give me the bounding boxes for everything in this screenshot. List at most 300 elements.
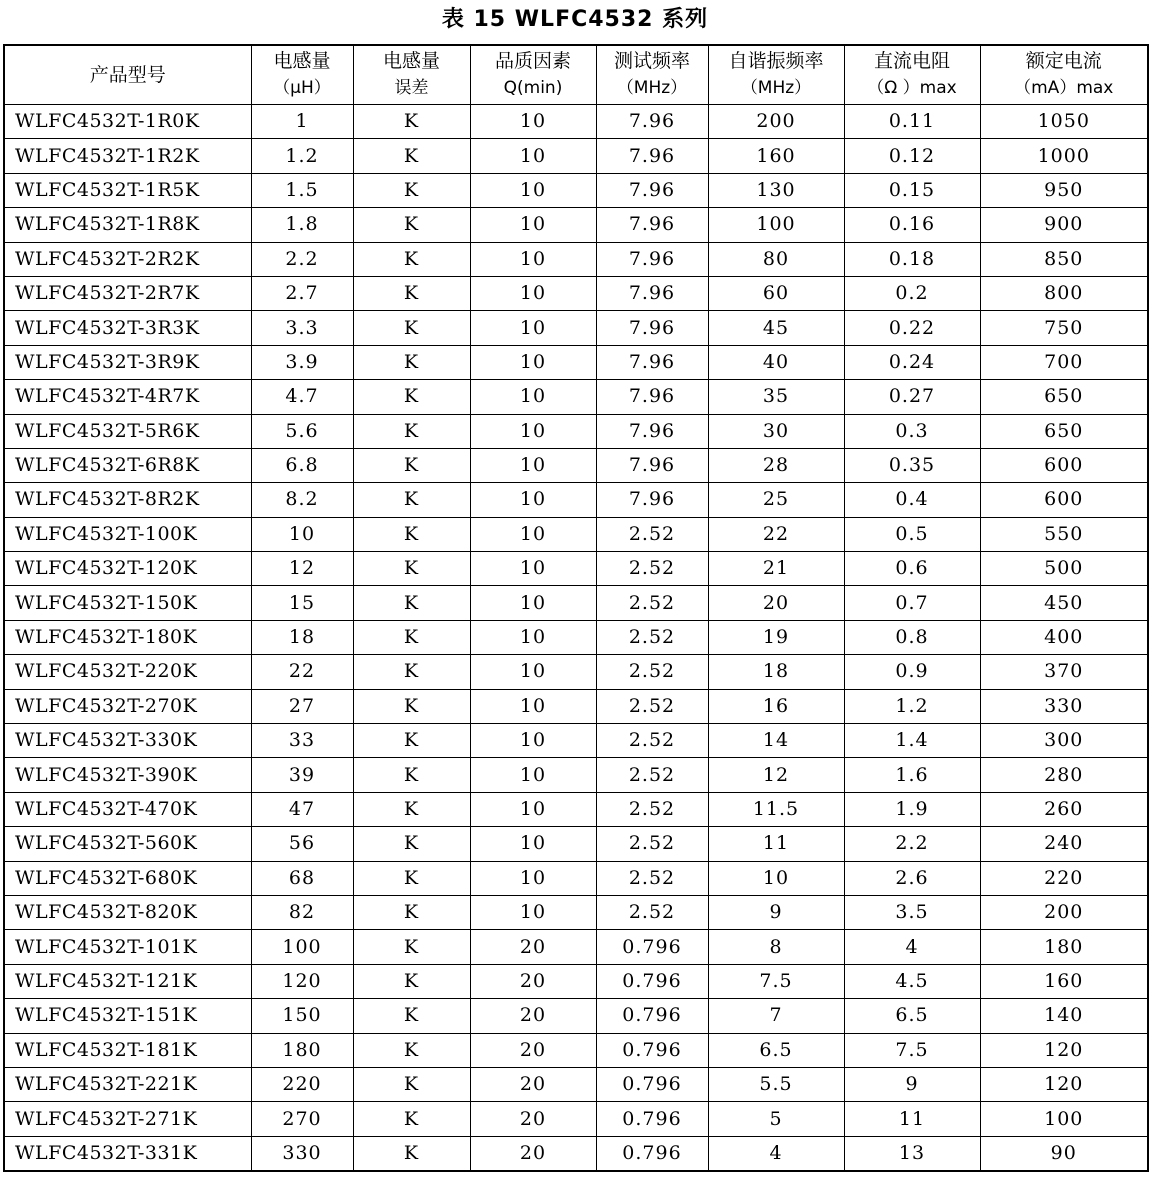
- header-label: 电感量: [382, 50, 440, 72]
- cell-inductance: 12: [251, 552, 353, 586]
- cell-inductance: 1: [251, 105, 353, 139]
- cell-srf: 4: [708, 1136, 844, 1171]
- cell-tolerance: K: [353, 1033, 470, 1067]
- cell-dc-resistance: 0.5: [844, 517, 980, 551]
- cell-model: WLFC4532T-220K: [4, 655, 251, 689]
- cell-tolerance: K: [353, 139, 470, 173]
- cell-rated-current: 220: [980, 861, 1148, 895]
- cell-q-factor: 20: [470, 999, 596, 1033]
- cell-tolerance: K: [353, 964, 470, 998]
- header-label: 测试频率: [613, 50, 690, 72]
- cell-q-factor: 10: [470, 586, 596, 620]
- cell-q-factor: 10: [470, 345, 596, 379]
- cell-q-factor: 10: [470, 139, 596, 173]
- table-row: [4, 827, 1148, 861]
- cell-srf: 25: [708, 483, 844, 517]
- table-row: [4, 139, 1148, 173]
- table-row: [4, 930, 1148, 964]
- cell-srf: 22: [708, 517, 844, 551]
- cell-dc-resistance: 0.2: [844, 276, 980, 310]
- cell-tolerance: K: [353, 724, 470, 758]
- cell-srf: 19: [708, 620, 844, 654]
- cell-srf: 8: [708, 930, 844, 964]
- cell-inductance: 15: [251, 586, 353, 620]
- header-label: 电感量: [273, 50, 331, 72]
- cell-dc-resistance: 6.5: [844, 999, 980, 1033]
- cell-inductance: 4.7: [251, 380, 353, 414]
- cell-srf: 11.5: [708, 792, 844, 826]
- table-row: [4, 586, 1148, 620]
- header-dc-resistance: [844, 45, 980, 105]
- cell-model: WLFC4532T-3R3K: [4, 311, 251, 345]
- cell-rated-current: 400: [980, 620, 1148, 654]
- cell-test-frequency: 0.796: [596, 1136, 708, 1171]
- cell-inductance: 18: [251, 620, 353, 654]
- table-row: [4, 758, 1148, 792]
- cell-model: WLFC4532T-1R0K: [4, 105, 251, 139]
- cell-srf: 130: [708, 173, 844, 207]
- cell-q-factor: 20: [470, 1102, 596, 1136]
- header-row: [4, 45, 1148, 105]
- cell-model: WLFC4532T-101K: [4, 930, 251, 964]
- cell-q-factor: 10: [470, 242, 596, 276]
- table-row: [4, 964, 1148, 998]
- table-row: [4, 105, 1148, 139]
- cell-tolerance: K: [353, 620, 470, 654]
- cell-tolerance: K: [353, 380, 470, 414]
- cell-tolerance: K: [353, 276, 470, 310]
- cell-rated-current: 370: [980, 655, 1148, 689]
- cell-q-factor: 10: [470, 311, 596, 345]
- cell-dc-resistance: 0.12: [844, 139, 980, 173]
- table-row: [4, 689, 1148, 723]
- cell-model: WLFC4532T-6R8K: [4, 448, 251, 482]
- table-row: [4, 895, 1148, 929]
- table-row: [4, 1136, 1148, 1171]
- header-q-factor: [470, 45, 596, 105]
- cell-model: WLFC4532T-150K: [4, 586, 251, 620]
- cell-srf: 28: [708, 448, 844, 482]
- cell-inductance: 120: [251, 964, 353, 998]
- cell-tolerance: K: [353, 173, 470, 207]
- table-row: [4, 173, 1148, 207]
- cell-test-frequency: 7.96: [596, 173, 708, 207]
- cell-rated-current: 120: [980, 1067, 1148, 1101]
- cell-tolerance: K: [353, 999, 470, 1033]
- cell-test-frequency: 0.796: [596, 999, 708, 1033]
- cell-dc-resistance: 0.8: [844, 620, 980, 654]
- cell-test-frequency: 7.96: [596, 208, 708, 242]
- cell-q-factor: 10: [470, 895, 596, 929]
- cell-srf: 200: [708, 105, 844, 139]
- cell-inductance: 68: [251, 861, 353, 895]
- cell-test-frequency: 2.52: [596, 758, 708, 792]
- table-row: [4, 517, 1148, 551]
- table-row: [4, 448, 1148, 482]
- cell-test-frequency: 2.52: [596, 827, 708, 861]
- cell-tolerance: K: [353, 792, 470, 826]
- cell-q-factor: 10: [470, 655, 596, 689]
- cell-test-frequency: 0.796: [596, 1033, 708, 1067]
- cell-test-frequency: 7.96: [596, 483, 708, 517]
- table-row: [4, 999, 1148, 1033]
- cell-test-frequency: 0.796: [596, 1102, 708, 1136]
- cell-test-frequency: 7.96: [596, 448, 708, 482]
- table-row: [4, 208, 1148, 242]
- table-row: [4, 1102, 1148, 1136]
- cell-tolerance: K: [353, 105, 470, 139]
- cell-tolerance: K: [353, 208, 470, 242]
- cell-srf: 5.5: [708, 1067, 844, 1101]
- cell-rated-current: 140: [980, 999, 1148, 1033]
- cell-test-frequency: 2.52: [596, 586, 708, 620]
- cell-inductance: 22: [251, 655, 353, 689]
- cell-srf: 14: [708, 724, 844, 758]
- cell-rated-current: 550: [980, 517, 1148, 551]
- cell-rated-current: 280: [980, 758, 1148, 792]
- cell-dc-resistance: 11: [844, 1102, 980, 1136]
- cell-q-factor: 10: [470, 827, 596, 861]
- cell-srf: 16: [708, 689, 844, 723]
- cell-q-factor: 10: [470, 620, 596, 654]
- cell-rated-current: 90: [980, 1136, 1148, 1171]
- cell-q-factor: 10: [470, 448, 596, 482]
- cell-tolerance: K: [353, 827, 470, 861]
- cell-rated-current: 950: [980, 173, 1148, 207]
- header-unit: （MHz）: [616, 78, 688, 98]
- cell-dc-resistance: 1.4: [844, 724, 980, 758]
- header-unit: Q(min): [503, 78, 563, 98]
- cell-model: WLFC4532T-100K: [4, 517, 251, 551]
- cell-rated-current: 200: [980, 895, 1148, 929]
- cell-test-frequency: 2.52: [596, 655, 708, 689]
- cell-srf: 9: [708, 895, 844, 929]
- cell-srf: 40: [708, 345, 844, 379]
- cell-inductance: 82: [251, 895, 353, 929]
- cell-dc-resistance: 0.9: [844, 655, 980, 689]
- cell-test-frequency: 2.52: [596, 620, 708, 654]
- cell-inductance: 8.2: [251, 483, 353, 517]
- cell-rated-current: 330: [980, 689, 1148, 723]
- header-unit: （MHz）: [740, 78, 812, 98]
- cell-test-frequency: 2.52: [596, 861, 708, 895]
- cell-dc-resistance: 4.5: [844, 964, 980, 998]
- cell-srf: 18: [708, 655, 844, 689]
- cell-q-factor: 20: [470, 1033, 596, 1067]
- cell-inductance: 1.8: [251, 208, 353, 242]
- cell-tolerance: K: [353, 414, 470, 448]
- cell-model: WLFC4532T-820K: [4, 895, 251, 929]
- cell-dc-resistance: 2.6: [844, 861, 980, 895]
- cell-dc-resistance: 2.2: [844, 827, 980, 861]
- cell-dc-resistance: 0.7: [844, 586, 980, 620]
- cell-dc-resistance: 0.27: [844, 380, 980, 414]
- cell-srf: 30: [708, 414, 844, 448]
- cell-tolerance: K: [353, 655, 470, 689]
- cell-dc-resistance: 0.15: [844, 173, 980, 207]
- cell-dc-resistance: 0.11: [844, 105, 980, 139]
- cell-inductance: 10: [251, 517, 353, 551]
- cell-dc-resistance: 0.16: [844, 208, 980, 242]
- cell-tolerance: K: [353, 517, 470, 551]
- cell-q-factor: 10: [470, 792, 596, 826]
- cell-q-factor: 10: [470, 276, 596, 310]
- cell-q-factor: 10: [470, 380, 596, 414]
- cell-tolerance: K: [353, 448, 470, 482]
- header-unit: 误差: [394, 78, 429, 98]
- cell-model: WLFC4532T-5R6K: [4, 414, 251, 448]
- cell-inductance: 5.6: [251, 414, 353, 448]
- cell-dc-resistance: 7.5: [844, 1033, 980, 1067]
- table-row: [4, 724, 1148, 758]
- cell-test-frequency: 7.96: [596, 242, 708, 276]
- cell-tolerance: K: [353, 930, 470, 964]
- header-inductance: [251, 45, 353, 105]
- cell-dc-resistance: 1.6: [844, 758, 980, 792]
- cell-rated-current: 650: [980, 380, 1148, 414]
- cell-rated-current: 850: [980, 242, 1148, 276]
- cell-srf: 35: [708, 380, 844, 414]
- cell-srf: 12: [708, 758, 844, 792]
- cell-test-frequency: 0.796: [596, 964, 708, 998]
- cell-inductance: 2.7: [251, 276, 353, 310]
- cell-q-factor: 10: [470, 483, 596, 517]
- cell-model: WLFC4532T-560K: [4, 827, 251, 861]
- cell-srf: 20: [708, 586, 844, 620]
- cell-model: WLFC4532T-180K: [4, 620, 251, 654]
- cell-model: WLFC4532T-181K: [4, 1033, 251, 1067]
- cell-srf: 7: [708, 999, 844, 1033]
- cell-inductance: 3.9: [251, 345, 353, 379]
- cell-rated-current: 650: [980, 414, 1148, 448]
- cell-rated-current: 450: [980, 586, 1148, 620]
- header-label: 品质因素: [494, 50, 571, 72]
- cell-srf: 60: [708, 276, 844, 310]
- cell-tolerance: K: [353, 758, 470, 792]
- cell-tolerance: K: [353, 1136, 470, 1171]
- cell-inductance: 39: [251, 758, 353, 792]
- cell-dc-resistance: 1.2: [844, 689, 980, 723]
- cell-srf: 7.5: [708, 964, 844, 998]
- cell-test-frequency: 7.96: [596, 276, 708, 310]
- cell-dc-resistance: 0.3: [844, 414, 980, 448]
- header-unit: （Ω ）max: [867, 78, 957, 98]
- table-row: [4, 861, 1148, 895]
- cell-srf: 45: [708, 311, 844, 345]
- table-row: [4, 276, 1148, 310]
- cell-q-factor: 20: [470, 1136, 596, 1171]
- cell-rated-current: 900: [980, 208, 1148, 242]
- cell-srf: 5: [708, 1102, 844, 1136]
- cell-q-factor: 10: [470, 689, 596, 723]
- cell-tolerance: K: [353, 1067, 470, 1101]
- cell-dc-resistance: 0.35: [844, 448, 980, 482]
- cell-q-factor: 10: [470, 414, 596, 448]
- cell-model: WLFC4532T-121K: [4, 964, 251, 998]
- header-test-frequency: [596, 45, 708, 105]
- spec-table: [3, 44, 1149, 1172]
- cell-rated-current: 180: [980, 930, 1148, 964]
- table-title: 表 15 WLFC4532 系列: [441, 7, 709, 32]
- cell-q-factor: 20: [470, 930, 596, 964]
- cell-tolerance: K: [353, 345, 470, 379]
- cell-q-factor: 20: [470, 1067, 596, 1101]
- cell-test-frequency: 7.96: [596, 311, 708, 345]
- cell-model: WLFC4532T-1R5K: [4, 173, 251, 207]
- cell-tolerance: K: [353, 1102, 470, 1136]
- cell-rated-current: 160: [980, 964, 1148, 998]
- cell-test-frequency: 7.96: [596, 414, 708, 448]
- table-row: [4, 414, 1148, 448]
- cell-q-factor: 20: [470, 964, 596, 998]
- cell-tolerance: K: [353, 689, 470, 723]
- cell-test-frequency: 2.52: [596, 689, 708, 723]
- cell-srf: 6.5: [708, 1033, 844, 1067]
- cell-model: WLFC4532T-151K: [4, 999, 251, 1033]
- cell-model: WLFC4532T-331K: [4, 1136, 251, 1171]
- cell-q-factor: 10: [470, 724, 596, 758]
- table-row: [4, 655, 1148, 689]
- cell-test-frequency: 7.96: [596, 380, 708, 414]
- cell-tolerance: K: [353, 311, 470, 345]
- cell-test-frequency: 2.52: [596, 552, 708, 586]
- cell-inductance: 47: [251, 792, 353, 826]
- cell-inductance: 56: [251, 827, 353, 861]
- cell-model: WLFC4532T-680K: [4, 861, 251, 895]
- cell-inductance: 33: [251, 724, 353, 758]
- cell-dc-resistance: 1.9: [844, 792, 980, 826]
- cell-tolerance: K: [353, 861, 470, 895]
- cell-rated-current: 120: [980, 1033, 1148, 1067]
- cell-tolerance: K: [353, 586, 470, 620]
- cell-inductance: 6.8: [251, 448, 353, 482]
- cell-q-factor: 10: [470, 208, 596, 242]
- cell-inductance: 3.3: [251, 311, 353, 345]
- table-row: [4, 1033, 1148, 1067]
- table-row: [4, 380, 1148, 414]
- cell-model: WLFC4532T-1R2K: [4, 139, 251, 173]
- cell-tolerance: K: [353, 895, 470, 929]
- cell-rated-current: 750: [980, 311, 1148, 345]
- cell-dc-resistance: 0.22: [844, 311, 980, 345]
- cell-rated-current: 500: [980, 552, 1148, 586]
- cell-test-frequency: 0.796: [596, 1067, 708, 1101]
- cell-inductance: 1.2: [251, 139, 353, 173]
- cell-model: WLFC4532T-221K: [4, 1067, 251, 1101]
- cell-rated-current: 600: [980, 483, 1148, 517]
- table-row: [4, 345, 1148, 379]
- cell-rated-current: 1050: [980, 105, 1148, 139]
- cell-model: WLFC4532T-2R7K: [4, 276, 251, 310]
- cell-srf: 80: [708, 242, 844, 276]
- header-tolerance: [353, 45, 470, 105]
- cell-rated-current: 100: [980, 1102, 1148, 1136]
- cell-model: WLFC4532T-470K: [4, 792, 251, 826]
- cell-inductance: 2.2: [251, 242, 353, 276]
- cell-model: WLFC4532T-330K: [4, 724, 251, 758]
- cell-srf: 100: [708, 208, 844, 242]
- cell-tolerance: K: [353, 483, 470, 517]
- cell-model: WLFC4532T-8R2K: [4, 483, 251, 517]
- cell-inductance: 100: [251, 930, 353, 964]
- cell-srf: 21: [708, 552, 844, 586]
- cell-q-factor: 10: [470, 758, 596, 792]
- cell-test-frequency: 2.52: [596, 792, 708, 826]
- header-model: [4, 45, 251, 105]
- cell-dc-resistance: 0.24: [844, 345, 980, 379]
- table-row: [4, 483, 1148, 517]
- cell-test-frequency: 2.52: [596, 895, 708, 929]
- header-unit: （μH）: [273, 78, 331, 98]
- table-row: [4, 620, 1148, 654]
- cell-model: WLFC4532T-270K: [4, 689, 251, 723]
- cell-dc-resistance: 0.18: [844, 242, 980, 276]
- cell-inductance: 150: [251, 999, 353, 1033]
- cell-model: WLFC4532T-4R7K: [4, 380, 251, 414]
- cell-srf: 160: [708, 139, 844, 173]
- cell-inductance: 330: [251, 1136, 353, 1171]
- cell-model: WLFC4532T-1R8K: [4, 208, 251, 242]
- cell-test-frequency: 0.796: [596, 930, 708, 964]
- cell-q-factor: 10: [470, 517, 596, 551]
- cell-test-frequency: 7.96: [596, 345, 708, 379]
- cell-rated-current: 1000: [980, 139, 1148, 173]
- cell-q-factor: 10: [470, 105, 596, 139]
- cell-model: WLFC4532T-2R2K: [4, 242, 251, 276]
- cell-model: WLFC4532T-3R9K: [4, 345, 251, 379]
- table-body: [4, 105, 1148, 1172]
- header-unit: （mA）max: [1014, 78, 1114, 98]
- cell-inductance: 180: [251, 1033, 353, 1067]
- header-label: 产品型号: [89, 63, 166, 86]
- table-row: [4, 311, 1148, 345]
- cell-srf: 10: [708, 861, 844, 895]
- cell-srf: 11: [708, 827, 844, 861]
- cell-rated-current: 240: [980, 827, 1148, 861]
- cell-tolerance: K: [353, 552, 470, 586]
- cell-rated-current: 700: [980, 345, 1148, 379]
- cell-model: WLFC4532T-390K: [4, 758, 251, 792]
- cell-dc-resistance: 4: [844, 930, 980, 964]
- cell-test-frequency: 2.52: [596, 724, 708, 758]
- cell-q-factor: 10: [470, 552, 596, 586]
- cell-test-frequency: 7.96: [596, 139, 708, 173]
- cell-model: WLFC4532T-271K: [4, 1102, 251, 1136]
- table-row: [4, 242, 1148, 276]
- cell-inductance: 1.5: [251, 173, 353, 207]
- cell-dc-resistance: 3.5: [844, 895, 980, 929]
- cell-test-frequency: 7.96: [596, 105, 708, 139]
- cell-dc-resistance: 0.4: [844, 483, 980, 517]
- table-row: [4, 552, 1148, 586]
- cell-dc-resistance: 9: [844, 1067, 980, 1101]
- cell-test-frequency: 2.52: [596, 517, 708, 551]
- header-rated-current: [980, 45, 1148, 105]
- table-row: [4, 792, 1148, 826]
- cell-q-factor: 10: [470, 173, 596, 207]
- cell-rated-current: 600: [980, 448, 1148, 482]
- cell-inductance: 27: [251, 689, 353, 723]
- cell-dc-resistance: 13: [844, 1136, 980, 1171]
- cell-rated-current: 300: [980, 724, 1148, 758]
- cell-q-factor: 10: [470, 861, 596, 895]
- cell-model: WLFC4532T-120K: [4, 552, 251, 586]
- header-srf: [708, 45, 844, 105]
- cell-inductance: 220: [251, 1067, 353, 1101]
- cell-rated-current: 800: [980, 276, 1148, 310]
- cell-rated-current: 260: [980, 792, 1148, 826]
- cell-tolerance: K: [353, 242, 470, 276]
